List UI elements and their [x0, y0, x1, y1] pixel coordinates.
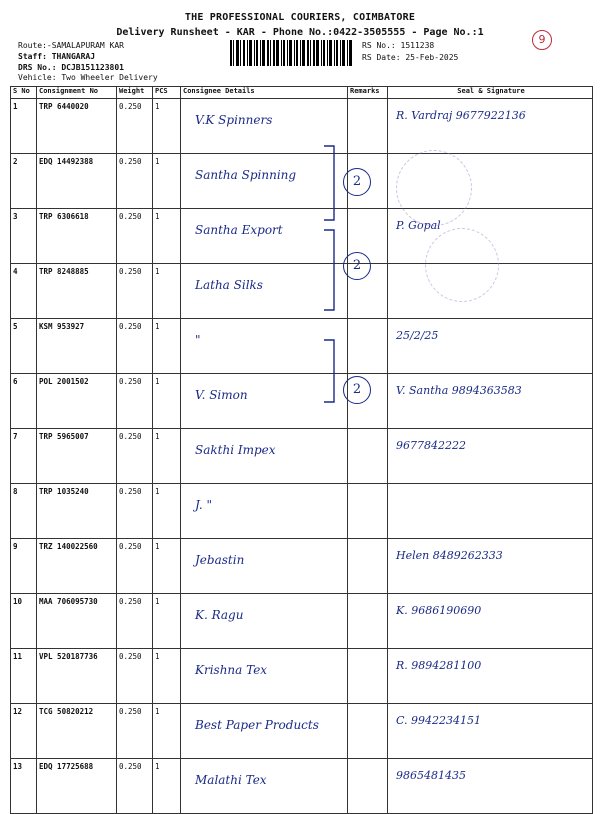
row-remarks [348, 429, 388, 484]
row-remarks [348, 704, 388, 759]
row-pcs: 1 [153, 594, 181, 649]
row-signature [388, 484, 593, 539]
row-consignment-no: TRP 6440020 [37, 99, 117, 154]
row-pcs: 1 [153, 704, 181, 759]
row-weight: 0.250 [117, 649, 153, 704]
row-consignee: K. Ragu [181, 594, 348, 649]
row-remarks [348, 594, 388, 649]
col-header-sno: S No [11, 87, 37, 99]
row-consignment-no: POL 2001502 [37, 374, 117, 429]
table-row [11, 704, 593, 759]
table-row [11, 539, 593, 594]
row-remarks [348, 319, 388, 374]
row-weight: 0.250 [117, 429, 153, 484]
row-pcs: 1 [153, 209, 181, 264]
row-pcs: 1 [153, 429, 181, 484]
row-remarks [348, 484, 388, 539]
runsheet-subtitle: Delivery Runsheet - KAR - Phone No.:0422-3505555 - Page No.:1 [116, 27, 484, 38]
row-weight: 0.250 [117, 319, 153, 374]
staff-label: Staff: THANGARAJ [18, 52, 96, 61]
row-signature: C. 9942234151 [388, 704, 593, 759]
group-mark-2: 2 [343, 252, 371, 280]
row-signature: 9865481435 [388, 759, 593, 814]
row-remarks [348, 99, 388, 154]
table-row [11, 319, 593, 374]
col-header-consignment: Consignment No [37, 87, 117, 99]
row-sno: 3 [11, 209, 37, 264]
row-sno: 10 [11, 594, 37, 649]
row-consignment-no: EDQ 17725688 [37, 759, 117, 814]
row-consignee: Latha Silks [181, 264, 348, 319]
rs-date: RS Date: 25-Feb-2025 [362, 53, 459, 62]
table-row [11, 209, 593, 264]
row-consignment-no: TRP 5965007 [37, 429, 117, 484]
table-row [11, 649, 593, 704]
row-pcs: 1 [153, 759, 181, 814]
group-mark-3: 2 [343, 376, 371, 404]
row-sno: 1 [11, 99, 37, 154]
stamp-santha-textile [396, 150, 472, 226]
row-remarks [348, 649, 388, 704]
col-header-remarks: Remarks [348, 87, 388, 99]
rs-no: RS No.: 1511238 [362, 41, 435, 50]
row-consignee: Best Paper Products [181, 704, 348, 759]
row-consignment-no: VPL 520187736 [37, 649, 117, 704]
row-pcs: 1 [153, 649, 181, 704]
row-signature: K. 9686190690 [388, 594, 593, 649]
table-row [11, 484, 593, 539]
row-consignee: Jebastin [181, 539, 348, 594]
table-row [11, 154, 593, 209]
row-weight: 0.250 [117, 594, 153, 649]
table-header-row [11, 87, 593, 99]
row-weight: 0.250 [117, 484, 153, 539]
row-signature: 9677842222 [388, 429, 593, 484]
row-sno: 7 [11, 429, 37, 484]
row-remarks [348, 759, 388, 814]
row-sno: 9 [11, 539, 37, 594]
row-pcs: 1 [153, 374, 181, 429]
table-row [11, 374, 593, 429]
row-consignee: V.K Spinners [181, 99, 348, 154]
row-signature: R. 9894281100 [388, 649, 593, 704]
table-row [11, 99, 593, 154]
row-consignee: J. " [181, 484, 348, 539]
row-sno: 11 [11, 649, 37, 704]
row-signature: R. Vardraj 9677922136 [388, 99, 593, 154]
table-row [11, 759, 593, 814]
col-header-pcs: PCS [153, 87, 181, 99]
col-header-signature: Seal & Signature [388, 87, 593, 99]
group-mark-1: 2 [343, 168, 371, 196]
row-sno: 5 [11, 319, 37, 374]
table-row [11, 264, 593, 319]
row-weight: 0.250 [117, 704, 153, 759]
barcode-icon [230, 40, 352, 66]
table-row [11, 429, 593, 484]
row-weight: 0.250 [117, 759, 153, 814]
row-consignee: Krishna Tex [181, 649, 348, 704]
row-sno: 8 [11, 484, 37, 539]
row-weight: 0.250 [117, 264, 153, 319]
route-label: Route:-SAMALAPURAM KAR [18, 41, 124, 50]
col-header-consignee: Consignee Details [181, 87, 348, 99]
row-consignee: Malathi Tex [181, 759, 348, 814]
row-pcs: 1 [153, 264, 181, 319]
row-signature: Helen 8489262333 [388, 539, 593, 594]
row-pcs: 1 [153, 99, 181, 154]
row-weight: 0.250 [117, 154, 153, 209]
row-weight: 0.250 [117, 99, 153, 154]
row-consignment-no: MAA 706095730 [37, 594, 117, 649]
row-consignment-no: KSM 953927 [37, 319, 117, 374]
drs-label: DRS No.: DCJB151123801 [18, 63, 124, 72]
row-consignment-no: TRP 1035240 [37, 484, 117, 539]
row-consignment-no: EDQ 14492388 [37, 154, 117, 209]
row-weight: 0.250 [117, 374, 153, 429]
row-sno: 2 [11, 154, 37, 209]
row-consignment-no: TCG 50820212 [37, 704, 117, 759]
page-mark: 9 [532, 30, 552, 50]
row-consignee: " [181, 319, 348, 374]
stamp-latha-silks [425, 228, 499, 302]
row-pcs: 1 [153, 484, 181, 539]
row-consignee: V. Simon [181, 374, 348, 429]
runsheet-table [10, 86, 593, 814]
row-consignee: Santha Export [181, 209, 348, 264]
row-consignment-no: TRP 6306618 [37, 209, 117, 264]
row-signature: P. Gopal [388, 209, 593, 264]
row-weight: 0.250 [117, 539, 153, 594]
row-remarks [348, 539, 388, 594]
row-pcs: 1 [153, 154, 181, 209]
col-header-weight: Weight [117, 87, 153, 99]
row-weight: 0.250 [117, 209, 153, 264]
row-sno: 6 [11, 374, 37, 429]
row-consignee: Sakthi Impex [181, 429, 348, 484]
row-pcs: 1 [153, 539, 181, 594]
company-title: THE PROFESSIONAL COURIERS, COIMBATORE [184, 12, 416, 23]
row-signature: V. Santha 9894363583 [388, 374, 593, 429]
row-sno: 12 [11, 704, 37, 759]
row-sno: 13 [11, 759, 37, 814]
row-sno: 4 [11, 264, 37, 319]
row-consignee: Santha Spinning [181, 154, 348, 209]
row-consignment-no: TRZ 140022560 [37, 539, 117, 594]
table-row [11, 594, 593, 649]
row-pcs: 1 [153, 319, 181, 374]
row-signature: 25/2/25 [388, 319, 593, 374]
row-consignment-no: TRP 8248885 [37, 264, 117, 319]
vehicle-label: Vehicle: Two Wheeler Delivery [18, 73, 158, 82]
